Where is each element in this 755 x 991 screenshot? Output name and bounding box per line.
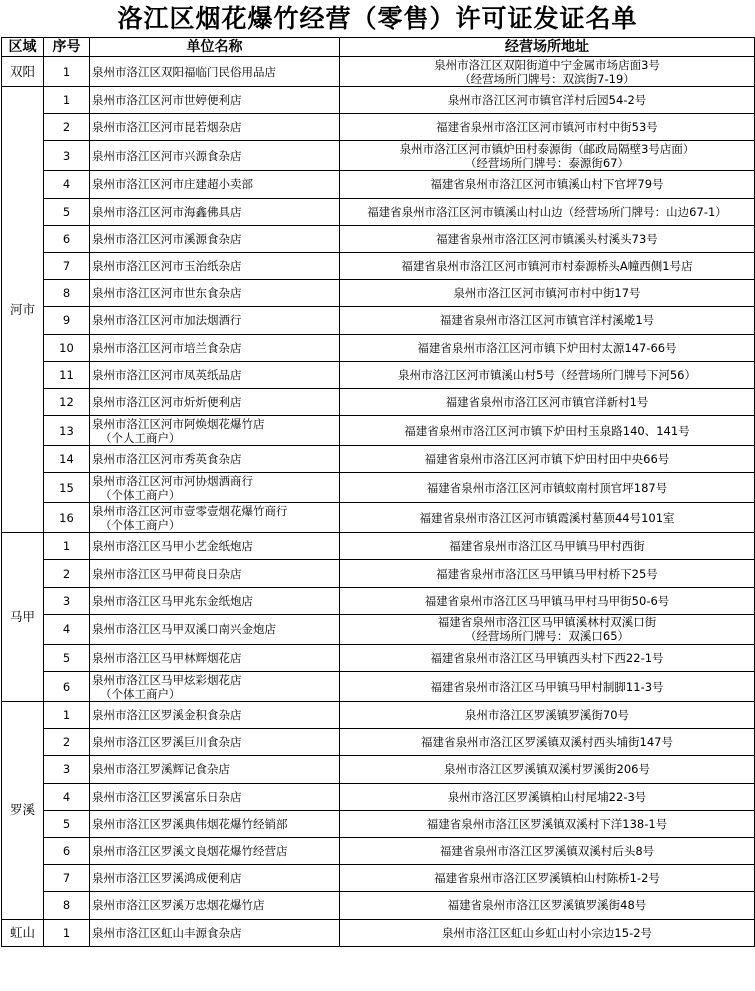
address: 福建省泉州市洛江区河市镇官洋村溪墘1号: [439, 313, 655, 328]
address-cell: [340, 560, 755, 587]
row-number: 7: [44, 865, 90, 892]
unit-name: 泉州市洛江区罗溪文良烟花爆竹经营店: [92, 844, 288, 859]
unit-name-cell: [90, 252, 340, 279]
address: 泉州市洛江区双阳街道中宁金属市场店面3号: [434, 57, 660, 72]
unit-name: 泉州市洛江区河市玉治纸杂店: [92, 259, 242, 274]
address-cell: [340, 171, 755, 198]
license-table: [1, 37, 755, 947]
address: 泉州市洛江区罗溪镇罗溪街70号: [464, 708, 630, 723]
row-number: 11: [44, 361, 90, 388]
table-row: [2, 810, 755, 837]
row-number: 9: [44, 307, 90, 334]
table-row: [2, 252, 755, 279]
unit-name: 泉州市洛江区罗溪鸿成便利店: [92, 871, 242, 886]
address: 福建省泉州市洛江区河市镇蚊南村顶官坪187号: [426, 480, 668, 495]
address: 福建省泉州市洛江区河市镇溪山村下官坪79号: [430, 177, 664, 192]
unit-name-cell: [90, 644, 340, 671]
table-row: [2, 837, 755, 864]
unit-name-cell: [90, 503, 340, 533]
page-title: 洛江区烟花爆竹经营（零售）许可证发证名单: [117, 4, 638, 33]
table-row: [2, 560, 755, 587]
address: 福建省泉州市洛江区罗溪镇罗溪街48号: [447, 898, 647, 913]
address-cell: [340, 702, 755, 729]
address: 泉州市洛江区罗溪镇柏山村尾埔22-3号: [447, 789, 647, 804]
unit-name-cell: [90, 837, 340, 864]
region-cell: 双阳: [2, 57, 44, 87]
unit-name: 泉州市洛江区河市加法烟酒行: [92, 313, 242, 328]
address: 福建省泉州市洛江区河市镇河市村中街53号: [436, 120, 658, 135]
table-row: [2, 533, 755, 560]
address-cell: [340, 892, 755, 919]
table-row: [2, 171, 755, 198]
row-number: 4: [44, 783, 90, 810]
unit-name: 泉州市洛江区河市阿焕烟花爆竹店: [92, 416, 265, 431]
table-row: [2, 198, 755, 225]
row-number: 1: [44, 57, 90, 87]
unit-name: 泉州市洛江区河市世东食杂店: [92, 286, 242, 301]
address: 福建省泉州市洛江区河市镇霞溪村墓顶44号101室: [419, 510, 675, 525]
address: 福建省泉州市洛江区河市镇下炉田村田中央66号: [424, 452, 670, 467]
unit-name-cell: [90, 560, 340, 587]
address-cell: [340, 533, 755, 560]
unit-name-cell: [90, 446, 340, 473]
unit-name: 泉州市洛江区河市兴源食杂店: [92, 148, 242, 163]
row-number: 4: [44, 171, 90, 198]
address: 福建省泉州市洛江区罗溪镇双溪村下洋138-1号: [426, 816, 668, 831]
table-row: [2, 644, 755, 671]
address: 福建省泉州市洛江区马甲镇溪林村双溪口街: [437, 615, 657, 630]
table-row: [2, 587, 755, 614]
unit-name: 泉州市洛江区马甲双溪口南兴金炮店: [92, 622, 276, 637]
row-number: 7: [44, 252, 90, 279]
row-number: 1: [44, 919, 90, 946]
unit-name-cell: [90, 114, 340, 141]
address: 福建省泉州市洛江区河市镇官洋新村1号: [445, 394, 649, 409]
address-cell: [340, 198, 755, 225]
unit-name: 泉州市洛江区虹山丰源食杂店: [92, 925, 242, 940]
row-number: 3: [44, 141, 90, 171]
address: 泉州市洛江区河市镇河市村中街17号: [453, 286, 641, 301]
table-row: [2, 141, 755, 171]
address-cell: [340, 503, 755, 533]
address-cell: [340, 587, 755, 614]
address-cell: [340, 837, 755, 864]
unit-name: 泉州市洛江区河市世婷便利店: [92, 93, 242, 108]
address: 福建省泉州市洛江区罗溪镇双溪村西头埔街147号: [421, 735, 673, 750]
unit-name-cell: [90, 141, 340, 171]
row-number: 3: [44, 756, 90, 783]
address-cell: [340, 361, 755, 388]
address: 泉州市洛江区河市镇溪山村5号（经营场所门牌号下河56）: [398, 367, 696, 382]
row-number: 5: [44, 198, 90, 225]
row-number: 1: [44, 87, 90, 114]
unit-name-cell: [90, 57, 340, 87]
unit-name: 泉州市洛江区河市凤英纸品店: [92, 367, 242, 382]
row-number: 5: [44, 644, 90, 671]
unit-name: 泉州市洛江区罗溪富乐日杂店: [92, 789, 242, 804]
address-cell: [340, 919, 755, 946]
unit-name: 泉州市洛江区河市昆若烟杂店: [92, 120, 242, 135]
row-number: 2: [44, 114, 90, 141]
table-row: [2, 892, 755, 919]
unit-name-cell: [90, 198, 340, 225]
unit-name-cell: [90, 473, 340, 503]
table-row: [2, 361, 755, 388]
unit-name-cell: [90, 614, 340, 644]
unit-name-cell: [90, 810, 340, 837]
unit-name: 泉州市洛江区河市秀英食杂店: [92, 452, 242, 467]
address-cell: [340, 280, 755, 307]
address-note: （经营场所门牌号：双溪口65）: [464, 629, 630, 644]
unit-name: 泉州市洛江区双阳福临门民俗用品店: [92, 64, 276, 79]
unit-name-cell: [90, 892, 340, 919]
header-unit-name: 单位名称: [90, 38, 340, 57]
address-cell: [340, 416, 755, 446]
unit-name-cell: [90, 225, 340, 252]
table-row: [2, 756, 755, 783]
table-row: [2, 280, 755, 307]
address: 泉州市洛江区虹山乡虹山村小宗边15-2号: [441, 925, 653, 940]
unit-name: 泉州市洛江区罗溪万忠烟花爆竹店: [92, 898, 265, 913]
address-cell: [340, 225, 755, 252]
address: 福建省泉州市洛江区马甲镇西头村下西22-1号: [430, 650, 664, 665]
table-row: [2, 57, 755, 87]
unit-name: 泉州市洛江区马甲荷良日杂店: [92, 566, 242, 581]
address-cell: [340, 644, 755, 671]
row-number: 8: [44, 280, 90, 307]
unit-name-cell: [90, 334, 340, 361]
unit-name-cell: [90, 87, 340, 114]
address-cell: [340, 334, 755, 361]
row-number: 14: [44, 446, 90, 473]
unit-name: 泉州市洛江罗溪辉记食杂店: [92, 762, 230, 777]
unit-name-cell: [90, 587, 340, 614]
table-row: [2, 446, 755, 473]
table-row: [2, 702, 755, 729]
address: 福建省泉州市洛江区河市镇溪山村山边（经营场所门牌号：山边67-1）: [367, 204, 727, 219]
table-row: [2, 114, 755, 141]
address-cell: [340, 865, 755, 892]
address: 福建省泉州市洛江区罗溪镇柏山村陈桥1-2号: [434, 871, 660, 886]
row-number: 3: [44, 587, 90, 614]
row-number: 15: [44, 473, 90, 503]
table-row: [2, 388, 755, 415]
table-row: [2, 729, 755, 756]
region-cell: 罗溪: [2, 702, 44, 920]
table-row: [2, 919, 755, 946]
address: 福建省泉州市洛江区罗溪镇双溪村后头8号: [439, 844, 655, 859]
unit-name: 泉州市洛江区马甲小艺金纸炮店: [92, 539, 253, 554]
unit-name-note: （个体工商户）: [100, 517, 181, 532]
address-cell: [340, 141, 755, 171]
table-row: [2, 783, 755, 810]
unit-name: 泉州市洛江区河市培兰食杂店: [92, 340, 242, 355]
row-number: 5: [44, 810, 90, 837]
row-number: 4: [44, 614, 90, 644]
table-body: [2, 57, 755, 947]
address-cell: [340, 473, 755, 503]
table-row: [2, 416, 755, 446]
unit-name: 泉州市洛江区河市壹零壹烟花爆竹商行: [92, 503, 288, 518]
unit-name: 泉州市洛江区罗溪金积食杂店: [92, 708, 242, 723]
unit-name-cell: [90, 280, 340, 307]
row-number: 12: [44, 388, 90, 415]
address-cell: [340, 388, 755, 415]
address-cell: [340, 756, 755, 783]
unit-name: 泉州市洛江区河市庄建超小卖部: [92, 177, 253, 192]
table-row: [2, 865, 755, 892]
address: 泉州市洛江区罗溪镇双溪村罗溪街206号: [444, 762, 650, 777]
header-region: 区域: [2, 38, 44, 57]
address: 福建省泉州市洛江区河市镇下炉田村太源147-66号: [417, 340, 677, 355]
table-row: [2, 307, 755, 334]
unit-name: 泉州市洛江区河市炘炘便利店: [92, 394, 242, 409]
unit-name-cell: [90, 672, 340, 702]
unit-name-cell: [90, 388, 340, 415]
address-cell: [340, 252, 755, 279]
unit-name: 泉州市洛江区河市溪源食杂店: [92, 231, 242, 246]
address: 福建省泉州市洛江区河市镇下炉田村玉泉路140、141号: [404, 423, 690, 438]
header-number: 序号: [44, 38, 90, 57]
address-cell: [340, 87, 755, 114]
table-row: [2, 672, 755, 702]
unit-name-cell: [90, 361, 340, 388]
address-cell: [340, 57, 755, 87]
table-row: [2, 473, 755, 503]
address-cell: [340, 307, 755, 334]
unit-name-cell: [90, 171, 340, 198]
row-number: 10: [44, 334, 90, 361]
address-cell: [340, 114, 755, 141]
region-cell: 虹山: [2, 919, 44, 946]
region-cell: 马甲: [2, 533, 44, 702]
unit-name-cell: [90, 416, 340, 446]
unit-name-note: （个体工商户）: [100, 487, 181, 502]
unit-name-note: （个体工商户）: [100, 686, 181, 701]
table-row: [2, 334, 755, 361]
unit-name-cell: [90, 533, 340, 560]
address-note: （经营场所门牌号：双滨街7-19）: [459, 71, 635, 86]
table-row: [2, 614, 755, 644]
unit-name: 泉州市洛江区马甲炫彩烟花店: [92, 672, 242, 687]
unit-name-cell: [90, 702, 340, 729]
table-header-row: [2, 38, 755, 57]
unit-name: 泉州市洛江区罗溪巨川食杂店: [92, 735, 242, 750]
unit-name-cell: [90, 756, 340, 783]
unit-name-note: （个人工商户）: [100, 430, 181, 445]
address: 福建省泉州市洛江区马甲镇马甲村制脚11-3号: [430, 679, 664, 694]
address: 福建省泉州市洛江区河市镇河市村泰源桥头A幢西侧1号店: [401, 259, 693, 274]
unit-name-cell: [90, 729, 340, 756]
address-cell: [340, 783, 755, 810]
address: 泉州市洛江区河市镇炉田村泰源街（邮政局隔壁3号店面）: [399, 141, 695, 156]
address-cell: [340, 672, 755, 702]
row-number: 8: [44, 892, 90, 919]
table-row: [2, 87, 755, 114]
row-number: 2: [44, 729, 90, 756]
row-number: 6: [44, 225, 90, 252]
unit-name: 泉州市洛江区罗溪典伟烟花爆竹经销部: [92, 816, 288, 831]
unit-name-cell: [90, 307, 340, 334]
unit-name-cell: [90, 865, 340, 892]
address: 福建省泉州市洛江区河市镇溪头村溪头73号: [436, 231, 658, 246]
address: 福建省泉州市洛江区马甲镇马甲村马甲街50-6号: [424, 593, 670, 608]
unit-name: 泉州市洛江区河市海鑫佛具店: [92, 204, 242, 219]
address-note: （经营场所门牌号：泰源街67）: [464, 155, 630, 170]
address-cell: [340, 446, 755, 473]
row-number: 6: [44, 672, 90, 702]
row-number: 1: [44, 533, 90, 560]
unit-name-cell: [90, 783, 340, 810]
row-number: 6: [44, 837, 90, 864]
address: 福建省泉州市洛江区马甲镇马甲村西街: [449, 539, 645, 554]
unit-name-cell: [90, 919, 340, 946]
unit-name: 泉州市洛江区马甲兆东金纸炮店: [92, 593, 253, 608]
address: 福建省泉州市洛江区马甲镇马甲村桥下25号: [436, 566, 658, 581]
unit-name: 泉州市洛江区马甲林辉烟花店: [92, 650, 242, 665]
row-number: 13: [44, 416, 90, 446]
header-address: 经营场所地址: [340, 38, 755, 57]
row-number: 16: [44, 503, 90, 533]
address-cell: [340, 614, 755, 644]
address-cell: [340, 810, 755, 837]
address: 泉州市洛江区河市镇官洋村后园54-2号: [447, 93, 647, 108]
unit-name: 泉州市洛江区河市河协烟酒商行: [92, 473, 253, 488]
row-number: 1: [44, 702, 90, 729]
row-number: 2: [44, 560, 90, 587]
table-row: [2, 225, 755, 252]
region-cell: 河市: [2, 87, 44, 533]
table-row: [2, 503, 755, 533]
address-cell: [340, 729, 755, 756]
